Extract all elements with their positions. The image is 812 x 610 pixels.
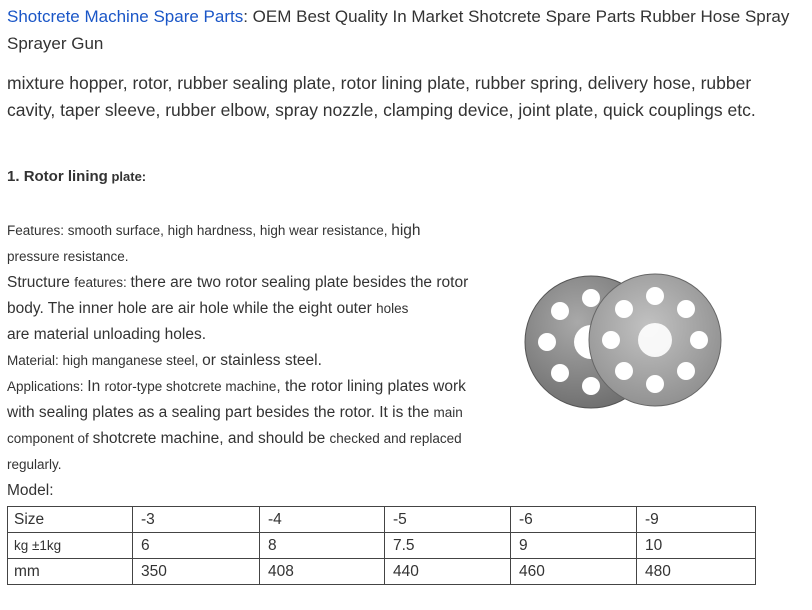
material-tail: or stainless steel. [202,352,322,369]
table-cell: Size [8,507,133,533]
description-block [7,218,497,478]
applications-text3: , the rotor lining plates work with sealing plates as a sealing part besides the rotor. It is the [7,378,466,421]
table-cell: -5 [385,507,511,533]
features-tail: high [391,222,421,239]
features-line2: pressure resistance. [7,249,129,264]
features-paragraph [7,218,497,270]
table-cell: 460 [511,559,637,585]
applications-text5: shotcrete machine [92,430,220,447]
table-cell: kg ±1kg [8,533,133,559]
table-cell: 10 [637,533,756,559]
applications-text7: checked and replaced regularly. [7,431,462,472]
structure-text: there are two rotor sealing plate besides the rotor body. The inner hole are air hole while the eight outer [7,274,469,317]
applications-text6: , and should be [219,430,330,447]
material-label: Material: [7,353,63,368]
table-cell: 8 [260,533,385,559]
table-row [8,507,756,533]
rotor-lining-plate-image [518,268,728,426]
material-paragraph [7,348,497,374]
structure-holes-word: holes [376,301,409,316]
features-text: smooth surface, high hardness, high wear resistance, [67,223,392,238]
applications-label: Applications: [7,379,88,394]
applications-paragraph [7,374,497,478]
applications-text1: In [87,378,105,395]
table-row [8,533,756,559]
table-cell: 440 [385,559,511,585]
section-title-main: Rotor lining [23,168,108,185]
table-cell: 9 [511,533,637,559]
applications-text2: rotor-type shotcrete machine [104,379,277,394]
features-label: Features: [7,223,68,238]
parts-list-paragraph: mixture hopper, rotor, rubber sealing plate, rotor lining plate, rubber spring, delivery hose, rubber cavity, taper sleeve, rubber elbow, spray nozzle, clamping device, joint plate, quick couplings etc. [7,73,756,120]
table-row [8,559,756,585]
category-link[interactable]: Shotcrete Machine Spare Parts [7,7,244,26]
table-cell: -6 [511,507,637,533]
table-cell: 7.5 [385,533,511,559]
section-heading [7,168,146,185]
model-label: Model: [7,482,54,499]
table-cell: -3 [133,507,260,533]
structure-label2: features: [74,275,131,290]
applications-text4: main component of [7,405,463,446]
model-spec-table [7,506,756,585]
table-cell: 408 [260,559,385,585]
section-title-small: plate: [107,169,147,184]
table-cell: -4 [260,507,385,533]
table-cell: 6 [133,533,260,559]
section-number: 1. [7,168,24,185]
product-header [7,3,797,57]
product-title: : OEM Best Quality In Market Shotcrete Spare Parts Rubber Hose Spray Sprayer Gun [7,7,790,53]
structure-label: Structure [7,274,75,291]
table-cell: 480 [637,559,756,585]
table-cell: -9 [637,507,756,533]
front-plate [589,274,721,406]
table-cell: mm [8,559,133,585]
material-text: high manganese steel, [62,353,203,368]
structure-paragraph [7,270,497,348]
table-cell: 350 [133,559,260,585]
structure-line3: are material unloading holes. [7,326,207,343]
